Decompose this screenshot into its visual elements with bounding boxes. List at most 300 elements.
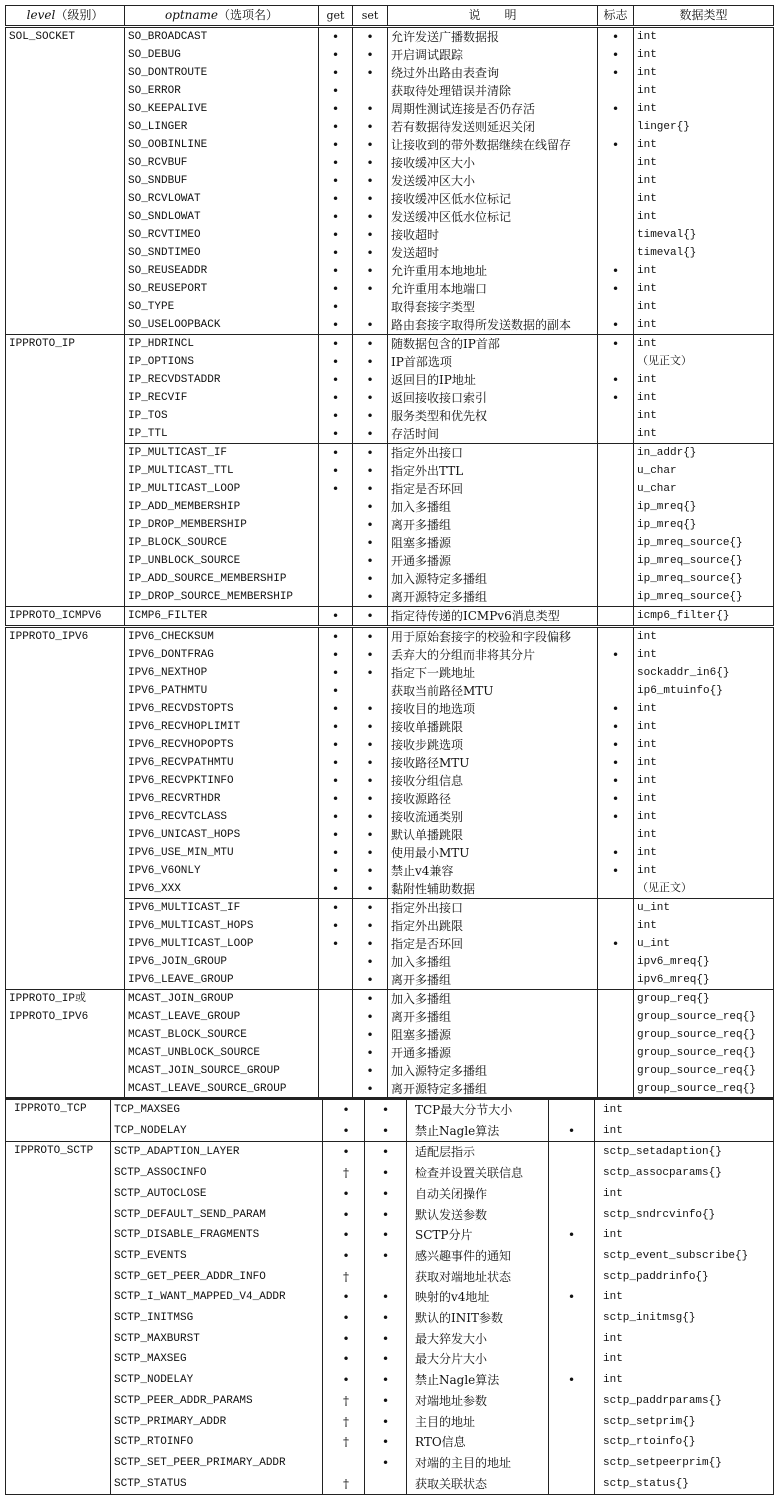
table-row [6, 1163, 774, 1184]
data-type: int [634, 917, 774, 935]
set-mark: • [353, 172, 388, 190]
option-name: SCTP_SET_PEER_PRIMARY_ADDR [111, 1453, 323, 1474]
data-type: int [634, 627, 774, 647]
get-mark [319, 1080, 353, 1099]
set-mark: • [353, 880, 388, 899]
data-type: linger{} [634, 118, 774, 136]
flag-mark [598, 534, 634, 552]
description: 随数据包含的IP首部 [388, 335, 598, 354]
set-mark: • [353, 754, 388, 772]
option-name: ICMP6_FILTER [125, 607, 319, 627]
set-mark: • [365, 1349, 407, 1370]
option-name: SCTP_PEER_ADDR_PARAMS [111, 1391, 323, 1412]
get-mark: • [323, 1287, 365, 1308]
data-type: int [634, 389, 774, 407]
socket-options-table [5, 5, 774, 1099]
set-mark: • [353, 444, 388, 463]
description: 离开多播组 [388, 1008, 598, 1026]
get-mark [323, 1453, 365, 1474]
data-type: timeval{} [634, 244, 774, 262]
set-mark: • [353, 552, 388, 570]
description: 最大猝发大小 [407, 1329, 549, 1350]
header-get: get [319, 6, 353, 27]
data-type: （见正文） [634, 880, 774, 899]
table-row [6, 607, 774, 627]
table-row [6, 1308, 774, 1329]
flag-mark [598, 208, 634, 226]
data-type: int [634, 407, 774, 425]
data-type: u_int [634, 899, 774, 918]
get-mark: • [319, 736, 353, 754]
get-mark: • [319, 808, 353, 826]
get-mark: • [319, 280, 353, 298]
flag-mark [598, 826, 634, 844]
option-name: IP_MULTICAST_IF [125, 444, 319, 463]
description: 映射的v4地址 [407, 1287, 549, 1308]
description: 离开多播组 [388, 516, 598, 534]
set-mark [353, 82, 388, 100]
table-row [6, 1391, 774, 1412]
option-name: SCTP_DEFAULT_SEND_PARAM [111, 1205, 323, 1226]
flag-mark [598, 880, 634, 899]
table-row [6, 1225, 774, 1246]
set-mark: • [353, 917, 388, 935]
set-mark: • [353, 826, 388, 844]
get-mark: • [319, 262, 353, 280]
set-mark: • [353, 208, 388, 226]
get-mark: • [319, 844, 353, 862]
header-desc: 说 明 [388, 6, 598, 27]
get-mark: † [323, 1391, 365, 1412]
set-mark: • [353, 935, 388, 953]
data-type: group_source_req{} [634, 1062, 774, 1080]
description: 黏附性辅助数据 [388, 880, 598, 899]
set-mark: • [353, 990, 388, 1009]
description: 允许发送广播数据报 [388, 27, 598, 47]
get-mark: • [319, 208, 353, 226]
description: 默认单播跳限 [388, 826, 598, 844]
set-mark: • [353, 118, 388, 136]
set-mark: • [353, 498, 388, 516]
data-type: int [634, 425, 774, 444]
flag-mark: • [598, 736, 634, 754]
get-mark [319, 1008, 353, 1026]
description: 允许重用本地端口 [388, 280, 598, 298]
option-name: IPV6_UNICAST_HOPS [125, 826, 319, 844]
set-mark: • [353, 190, 388, 208]
description: 开启调试跟踪 [388, 46, 598, 64]
get-mark: • [319, 371, 353, 389]
get-mark: • [319, 826, 353, 844]
flag-mark [598, 627, 634, 647]
description: 指定外出接口 [388, 444, 598, 463]
option-name: TCP_NODELAY [111, 1121, 323, 1142]
description: 接收流通类别 [388, 808, 598, 826]
get-mark: • [323, 1099, 365, 1121]
flag-mark: • [598, 935, 634, 953]
data-type: icmp6_filter{} [634, 607, 774, 627]
flag-mark [549, 1453, 595, 1474]
data-type: int [595, 1370, 774, 1391]
flag-mark [549, 1246, 595, 1267]
flag-mark [598, 82, 634, 100]
set-mark: • [353, 1044, 388, 1062]
data-type: int [634, 826, 774, 844]
data-type: int [595, 1184, 774, 1205]
get-mark [319, 1044, 353, 1062]
set-mark: • [353, 480, 388, 498]
description: 加入源特定多播组 [388, 570, 598, 588]
option-name: SCTP_I_WANT_MAPPED_V4_ADDR [111, 1287, 323, 1308]
set-mark: • [353, 136, 388, 154]
description: 开通多播源 [388, 552, 598, 570]
data-type: ipv6_mreq{} [634, 953, 774, 971]
option-name: MCAST_JOIN_GROUP [125, 990, 319, 1009]
option-name: SCTP_RTOINFO [111, 1432, 323, 1453]
data-type: group_source_req{} [634, 1026, 774, 1044]
get-mark: † [323, 1267, 365, 1288]
get-mark: • [319, 790, 353, 808]
data-type: ip_mreq{} [634, 498, 774, 516]
data-type: u_int [634, 935, 774, 953]
data-type: sctp_sndrcvinfo{} [595, 1205, 774, 1226]
set-mark: • [365, 1246, 407, 1267]
table-row [6, 1099, 774, 1121]
table-row [6, 335, 774, 354]
data-type: int [634, 100, 774, 118]
socket-options-table-tcp-sctp [5, 1097, 774, 1495]
get-mark: • [319, 480, 353, 498]
flag-mark: • [598, 46, 634, 64]
table-row [6, 1370, 774, 1391]
set-mark: • [353, 664, 388, 682]
data-type: timeval{} [634, 226, 774, 244]
description: 主目的地址 [407, 1412, 549, 1433]
data-type: ip_mreq_source{} [634, 534, 774, 552]
description: 禁止Nagle算法 [407, 1370, 549, 1391]
get-mark: • [323, 1205, 365, 1226]
header-set: set [353, 6, 388, 27]
data-type: ip_mreq_source{} [634, 588, 774, 607]
flag-mark [598, 190, 634, 208]
description: 加入多播组 [388, 990, 598, 1009]
table-row [6, 1205, 774, 1226]
flag-mark: • [598, 316, 634, 335]
table-row [6, 1184, 774, 1205]
description: 开通多播源 [388, 1044, 598, 1062]
get-mark: • [319, 335, 353, 354]
data-type: int [634, 335, 774, 354]
description: 路由套接字取得所发送数据的副本 [388, 316, 598, 335]
option-name: SCTP_PRIMARY_ADDR [111, 1412, 323, 1433]
flag-mark [549, 1163, 595, 1184]
get-mark: • [319, 917, 353, 935]
description: 阻塞多播源 [388, 1026, 598, 1044]
option-name: IP_UNBLOCK_SOURCE [125, 552, 319, 570]
option-name: MCAST_LEAVE_GROUP [125, 1008, 319, 1026]
option-name: SO_KEEPALIVE [125, 100, 319, 118]
data-type: int [634, 646, 774, 664]
set-mark: • [353, 407, 388, 425]
table-row [6, 1246, 774, 1267]
set-mark: • [353, 1008, 388, 1026]
data-type: int [634, 262, 774, 280]
get-mark: • [319, 862, 353, 880]
set-mark: • [353, 844, 388, 862]
flag-mark [598, 917, 634, 935]
get-mark: † [323, 1412, 365, 1433]
flag-mark [549, 1205, 595, 1226]
option-name: IP_OPTIONS [125, 353, 319, 371]
description: 阻塞多播源 [388, 534, 598, 552]
set-mark: • [365, 1391, 407, 1412]
get-mark: • [319, 899, 353, 918]
flag-mark [549, 1474, 595, 1495]
set-mark: • [353, 335, 388, 354]
data-type: sctp_setprim{} [595, 1412, 774, 1433]
data-type: int [634, 316, 774, 335]
data-type: int [634, 136, 774, 154]
data-type: sockaddr_in6{} [634, 664, 774, 682]
option-name: SCTP_INITMSG [111, 1308, 323, 1329]
header-flag: 标志 [598, 6, 634, 27]
flag-mark [598, 552, 634, 570]
get-mark: • [319, 664, 353, 682]
flag-mark [598, 971, 634, 990]
set-mark: • [353, 353, 388, 371]
flag-mark: • [598, 371, 634, 389]
get-mark: • [319, 425, 353, 444]
option-name: IPV6_NEXTHOP [125, 664, 319, 682]
option-name: MCAST_LEAVE_SOURCE_GROUP [125, 1080, 319, 1099]
set-mark: • [353, 718, 388, 736]
get-mark: • [323, 1308, 365, 1329]
table-row [6, 1142, 774, 1163]
description: 存活时间 [388, 425, 598, 444]
data-type: int [595, 1099, 774, 1121]
flag-mark [598, 899, 634, 918]
option-name: SO_RCVBUF [125, 154, 319, 172]
get-mark: • [323, 1184, 365, 1205]
table-body-top [6, 27, 774, 1099]
description: 禁止v4兼容 [388, 862, 598, 880]
option-name: SCTP_MAXSEG [111, 1349, 323, 1370]
get-mark [319, 570, 353, 588]
flag-mark: • [598, 335, 634, 354]
get-mark: • [319, 646, 353, 664]
option-name: SCTP_STATUS [111, 1474, 323, 1495]
set-mark: • [353, 226, 388, 244]
set-mark: • [353, 736, 388, 754]
get-mark: • [319, 118, 353, 136]
data-type: int [595, 1349, 774, 1370]
option-name: IPV6_MULTICAST_LOOP [125, 935, 319, 953]
set-mark: • [353, 462, 388, 480]
flag-mark [549, 1267, 595, 1288]
data-type: sctp_status{} [595, 1474, 774, 1495]
option-name: SO_OOBINLINE [125, 136, 319, 154]
get-mark: • [323, 1142, 365, 1163]
set-mark: • [353, 862, 388, 880]
table-row [6, 27, 774, 47]
flag-mark [598, 682, 634, 700]
flag-mark: • [549, 1370, 595, 1391]
option-name: IPV6_RECVPATHMTU [125, 754, 319, 772]
table-row [6, 1329, 774, 1350]
set-mark: • [353, 808, 388, 826]
table-header [6, 6, 774, 27]
flag-mark [598, 444, 634, 463]
data-type: int [634, 280, 774, 298]
data-type: int [634, 298, 774, 316]
option-name: IPV6_RECVTCLASS [125, 808, 319, 826]
get-mark: • [319, 172, 353, 190]
table-row [6, 1121, 774, 1142]
set-mark: • [365, 1287, 407, 1308]
flag-mark [598, 953, 634, 971]
get-mark: • [319, 444, 353, 463]
option-name: MCAST_UNBLOCK_SOURCE [125, 1044, 319, 1062]
option-name: SCTP_NODELAY [111, 1370, 323, 1391]
set-mark: • [353, 516, 388, 534]
flag-mark [598, 462, 634, 480]
flag-mark: • [598, 790, 634, 808]
set-mark [365, 1267, 407, 1288]
data-type: sctp_setpeerprim{} [595, 1453, 774, 1474]
option-name: IPV6_PATHMTU [125, 682, 319, 700]
table-row [6, 1474, 774, 1495]
description: 服务类型和优先权 [388, 407, 598, 425]
get-mark: • [323, 1121, 365, 1142]
flag-mark: • [598, 862, 634, 880]
get-mark: • [319, 607, 353, 627]
set-mark: • [365, 1308, 407, 1329]
data-type: group_source_req{} [634, 1044, 774, 1062]
option-name: IP_MULTICAST_LOOP [125, 480, 319, 498]
data-type: int [634, 46, 774, 64]
get-mark: • [319, 407, 353, 425]
get-mark: • [319, 82, 353, 100]
flag-mark: • [549, 1225, 595, 1246]
set-mark: • [353, 1062, 388, 1080]
option-name: IP_ADD_SOURCE_MEMBERSHIP [125, 570, 319, 588]
data-type: sctp_assocparams{} [595, 1163, 774, 1184]
description: 接收缓冲区大小 [388, 154, 598, 172]
option-name: IP_HDRINCL [125, 335, 319, 354]
description: 发送缓冲区低水位标记 [388, 208, 598, 226]
description: 获取当前路径MTU [388, 682, 598, 700]
description: 接收路径MTU [388, 754, 598, 772]
data-type: int [634, 862, 774, 880]
header-level-en: level [26, 8, 56, 22]
option-name: SCTP_AUTOCLOSE [111, 1184, 323, 1205]
option-name: IP_DROP_SOURCE_MEMBERSHIP [125, 588, 319, 607]
data-type: int [634, 790, 774, 808]
description: 加入多播组 [388, 498, 598, 516]
description: TCP最大分节大小 [407, 1099, 549, 1121]
level-cell: IPPROTO_IP [6, 335, 125, 607]
flag-mark [598, 118, 634, 136]
flag-mark [598, 425, 634, 444]
data-type: int [634, 208, 774, 226]
data-type: int [634, 844, 774, 862]
data-type: int [595, 1121, 774, 1142]
option-name: IPV6_V6ONLY [125, 862, 319, 880]
data-type: int [634, 64, 774, 82]
data-type: sctp_event_subscribe{} [595, 1246, 774, 1267]
flag-mark [549, 1184, 595, 1205]
description: 接收缓冲区低水位标记 [388, 190, 598, 208]
description: 指定是否环回 [388, 480, 598, 498]
option-name: SO_RCVTIMEO [125, 226, 319, 244]
flag-mark: • [598, 280, 634, 298]
get-mark: • [319, 880, 353, 899]
header-optname [125, 6, 319, 27]
get-mark: • [319, 627, 353, 647]
option-name: IPV6_CHECKSUM [125, 627, 319, 647]
set-mark: • [365, 1412, 407, 1433]
flag-mark [598, 498, 634, 516]
option-name: IPV6_DONTFRAG [125, 646, 319, 664]
data-type: sctp_paddrinfo{} [595, 1267, 774, 1288]
level-cell: IPPROTO_IP或 IPPROTO_IPV6 [6, 990, 125, 1099]
table-row [6, 1349, 774, 1370]
set-mark: • [365, 1225, 407, 1246]
option-name: IPV6_RECVHOPLIMIT [125, 718, 319, 736]
set-mark: • [353, 790, 388, 808]
flag-mark [549, 1412, 595, 1433]
data-type: int [595, 1225, 774, 1246]
set-mark: • [353, 389, 388, 407]
option-name: SCTP_GET_PEER_ADDR_INFO [111, 1267, 323, 1288]
description: 接收步跳选项 [388, 736, 598, 754]
description: 默认发送参数 [407, 1205, 549, 1226]
flag-mark [598, 1062, 634, 1080]
description: 接收目的地选项 [388, 700, 598, 718]
description: 获取关联状态 [407, 1474, 549, 1495]
data-type: int [634, 190, 774, 208]
option-name: IP_BLOCK_SOURCE [125, 534, 319, 552]
level-cell: IPPROTO_SCTP [6, 1142, 111, 1495]
description: 加入多播组 [388, 953, 598, 971]
get-mark: † [323, 1474, 365, 1495]
flag-mark: • [598, 100, 634, 118]
description: 禁止Nagle算法 [407, 1121, 549, 1142]
description: 接收分组信息 [388, 772, 598, 790]
description: 使用最小MTU [388, 844, 598, 862]
get-mark: • [319, 718, 353, 736]
get-mark: • [319, 316, 353, 335]
table-row [6, 1412, 774, 1433]
flag-mark: • [549, 1287, 595, 1308]
table-row [6, 1432, 774, 1453]
get-mark: • [323, 1370, 365, 1391]
get-mark: • [319, 64, 353, 82]
option-name: IP_RECVDSTADDR [125, 371, 319, 389]
flag-mark: • [598, 64, 634, 82]
flag-mark: • [598, 700, 634, 718]
option-name: SO_DONTROUTE [125, 64, 319, 82]
flag-mark: • [549, 1121, 595, 1142]
option-name: MCAST_BLOCK_SOURCE [125, 1026, 319, 1044]
data-type: ip_mreq{} [634, 516, 774, 534]
set-mark: • [353, 971, 388, 990]
description: 若有数据待发送则延迟关闭 [388, 118, 598, 136]
set-mark: • [365, 1329, 407, 1350]
data-type: int [634, 371, 774, 389]
set-mark: • [365, 1121, 407, 1142]
flag-mark [549, 1432, 595, 1453]
